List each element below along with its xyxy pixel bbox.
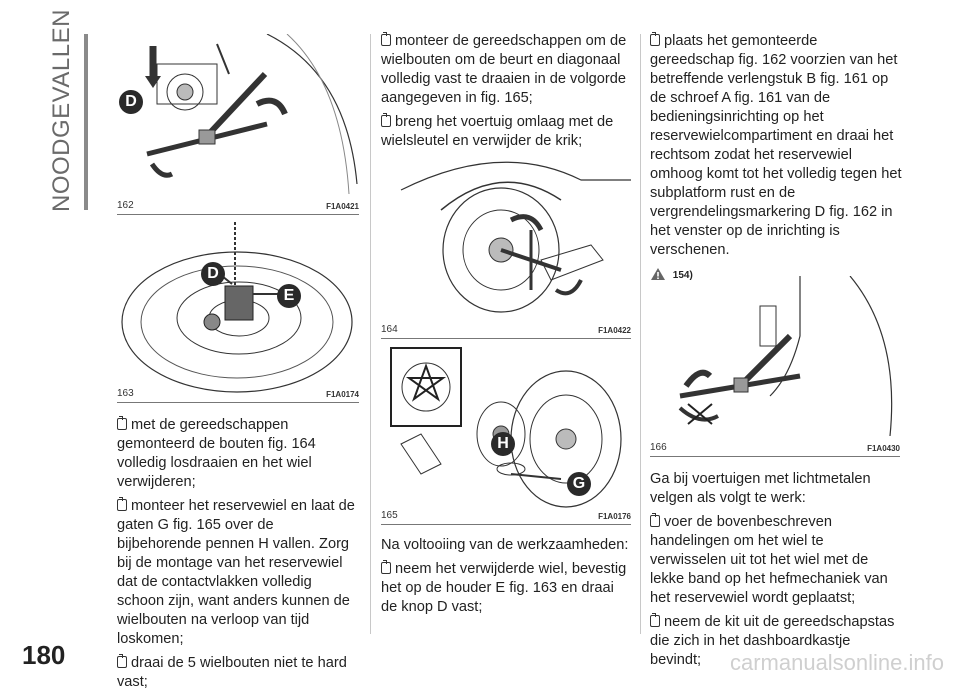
label-e-badge	[277, 284, 301, 308]
label-d: D	[125, 93, 137, 110]
warning-reference: 154)	[650, 266, 902, 285]
label-d-badge	[201, 262, 225, 286]
column-3-text-top	[650, 32, 902, 285]
paragraph: Na voltooiing van de werkzaamheden:	[381, 537, 629, 553]
figure-162-illustration	[117, 34, 359, 214]
figure-163-illustration	[117, 222, 359, 402]
instruction-item: neem het verwijderde wiel, bevestig het op de houder E fig. 163 en draai de knop D vast;	[381, 561, 627, 615]
watermark: carmanualsonline.info	[729, 650, 944, 675]
checkbox-bullet-icon	[117, 418, 127, 430]
figure-165	[381, 344, 631, 525]
figure-164	[381, 150, 631, 339]
instruction-item: voer de bovenbeschreven handelingen om het wiel te verwisselen uit tot het wiel met de lekke band op het hefmechaniek van het reservewiel wordt geplaatst;	[650, 514, 888, 606]
instruction-item: breng het voertuig omlaag met de wielsleutel en verwijder de krik;	[381, 114, 614, 149]
figure-number: 163	[117, 388, 134, 399]
figure-number: 164	[381, 324, 398, 335]
label-h-badge	[491, 432, 515, 456]
column-1-text	[117, 416, 362, 697]
figure-code: F1A0430	[867, 444, 900, 453]
section-bar	[84, 34, 88, 210]
label-d: D	[207, 265, 219, 282]
label-g-badge	[567, 472, 591, 496]
figure-164-illustration	[381, 150, 631, 338]
instruction-item: draai de 5 wielbouten niet te hard vast;	[117, 655, 347, 690]
column-3-text-bottom	[650, 470, 902, 675]
figure-163	[117, 222, 359, 403]
instruction-item: neem de kit uit de gereedschapstas die zich in het dashboardkastje bevindt;	[650, 614, 895, 668]
column-divider	[370, 34, 371, 634]
figure-162	[117, 34, 359, 215]
label-e: E	[283, 287, 295, 304]
column-divider	[640, 34, 641, 634]
instruction-item: plaats het gemonteerde gereedschap fig. 162 voorzien van het betreffende verlengstuk B fig. 161 op de schroef A fig. 161 van de bedieningsinrichting op het reservewielcompartiment en draai het rechtsom zodat het reservewiel omhoog komt tot het volledig tegen het subplatform rust en de vergrendelingsmarkering D fig. 162 in het venster op de inrichting is verschenen.	[650, 33, 902, 258]
figure-code: F1A0176	[598, 512, 631, 521]
section-title: NOODGEVALLEN	[48, 9, 75, 212]
figure-number: 165	[381, 510, 398, 521]
column-2-text-bottom	[381, 536, 633, 622]
figure-166	[650, 276, 900, 457]
figure-number: 162	[117, 200, 134, 211]
figure-166-illustration	[650, 276, 900, 456]
checkbox-bullet-icon	[650, 34, 660, 46]
checkbox-bullet-icon	[381, 34, 391, 46]
label-d-badge	[119, 90, 143, 114]
figure-code: F1A0421	[326, 202, 359, 211]
checkbox-bullet-icon	[117, 499, 127, 511]
checkbox-bullet-icon	[650, 615, 660, 627]
figure-code: F1A0422	[598, 326, 631, 335]
figure-number: 166	[650, 442, 667, 453]
label-h: H	[497, 435, 509, 452]
page-number: 180	[22, 640, 66, 670]
figure-code: F1A0174	[326, 390, 359, 399]
paragraph: Ga bij voertuigen met lichtmetalen velgen als volgt te werk:	[650, 471, 871, 506]
instruction-item: monteer het reservewiel en laat de gaten G fig. 165 over de bijbehorende pennen H vallen. Zorg bij de montage van het reservewiel dat de contactvlakken volledig schoon zijn, want anders kunnen de wielbouten na verloop van tijd loskomen;	[117, 498, 355, 647]
instruction-item: met de gereedschappen gemonteerd de bouten fig. 164 volledig losdraaien en het wiel verwijderen;	[117, 417, 316, 490]
checkbox-bullet-icon	[117, 656, 127, 668]
checkbox-bullet-icon	[381, 562, 391, 574]
instruction-item: monteer de gereedschappen om de wielbouten om de beurt en diagonaal volledig vast te draaien in de volgorde aangegeven in fig. 165;	[381, 33, 627, 106]
label-g: G	[572, 475, 586, 492]
checkbox-bullet-icon	[381, 115, 391, 127]
checkbox-bullet-icon	[650, 515, 660, 527]
column-2-text-top	[381, 32, 633, 156]
